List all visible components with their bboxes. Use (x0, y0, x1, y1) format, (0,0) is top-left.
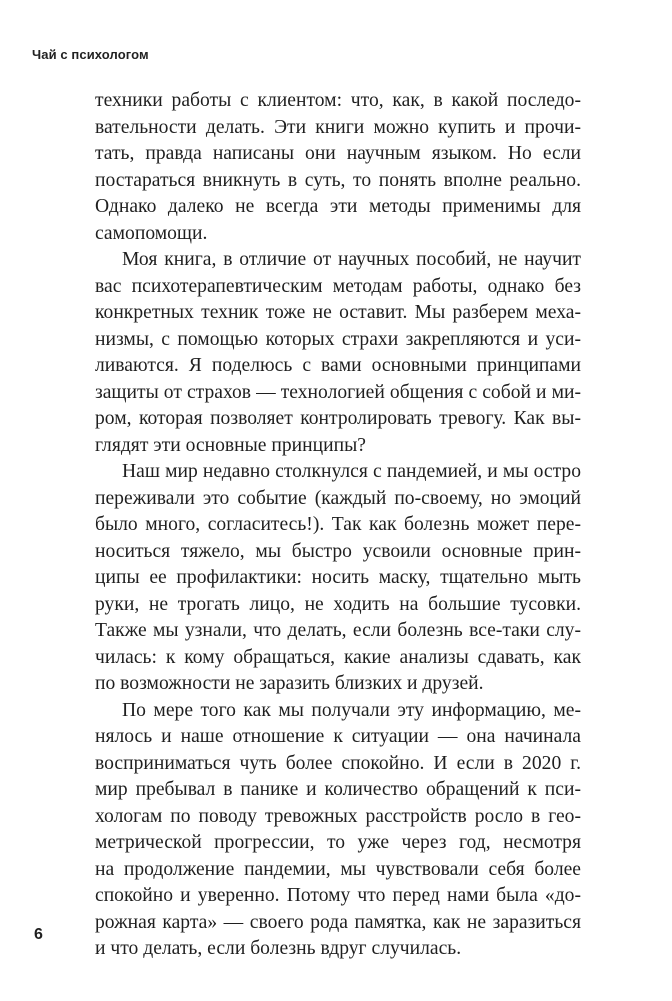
text-line: хологам по поводу тревожных расстройств росло в гео- (95, 805, 581, 827)
text-line: конкретных техник тоже не оставит. Мы разберем меха- (95, 302, 581, 323)
text-line: метрической прогрессии, то уже через год, несмотря (95, 832, 581, 853)
text-line: ципы ее профилактики: носить маску, тщательно мыть (95, 567, 581, 588)
text-line: чилась: к кому обращаться, какие анализы сдавать, как (95, 646, 581, 668)
text-line: низмы, с помощью которых страхи закрепляются и уси- (95, 328, 581, 350)
text-line: вас психотерапевтическим методам работы, однако без (95, 275, 581, 297)
text-line: техники работы с клиентом: что, как, в какой последо- (95, 90, 581, 111)
text-line: постараться вникнуть в суть, то понять вполне реально. (95, 169, 581, 191)
running-header: Чай с психологом (32, 47, 149, 62)
text-line: глядят эти основные принципы? (95, 434, 366, 456)
text-line: ром, которая позволяет контролировать тревогу. Как вы- (95, 408, 581, 429)
text-line: и что делать, если болезнь вдруг случилась. (95, 938, 462, 959)
text-line: Однако далеко не всегда эти методы применимы для (95, 196, 581, 217)
text-line: руки, не трогать лицо, не ходить на большие тусовки. (95, 593, 581, 615)
text-line: тать, правда написаны они научным языком. Но если (95, 143, 581, 164)
text-line: мир пребывал в панике и количество обращений к пси- (95, 779, 581, 800)
text-line: восприниматься чуть более спокойно. И если в 2020 г. (95, 752, 581, 774)
paragraph-first-line: Моя книга, в отличие от научных пособий, не научит (122, 249, 581, 270)
text-line: на продолжение пандемии, мы чувствовали себя более (95, 858, 581, 880)
paragraph-first-line: По мере того как мы получали эту информацию, ме- (122, 699, 581, 721)
text-line: рожная карта» — своего рода памятка, как не заразиться (95, 911, 581, 933)
text-line: было много, согласитесь!). Так как болезнь может пере- (95, 514, 581, 535)
text-line: нялось и наше отношение к ситуации — она начинала (95, 726, 581, 747)
text-line: самопомощи. (95, 222, 208, 244)
text-line: носиться тяжело, мы быстро усвоили основные прин- (95, 540, 581, 562)
body-text (95, 88, 581, 963)
text-line: ливаются. Я поделюсь с вами основными принципами (95, 355, 581, 376)
text-line: защиты от страхов — технологией общения с собой и ми- (95, 381, 581, 403)
text-line: спокойно и уверенно. Потому что перед нами была «до- (95, 885, 581, 906)
text-line: переживали это событие (каждый по-своему, но эмоций (95, 487, 581, 509)
paragraph-first-line: Наш мир недавно столкнулся с пандемией, и мы остро (122, 461, 581, 482)
text-line: по возможности не заразить близких и друзей. (95, 673, 484, 694)
page-number: 6 (34, 926, 43, 943)
text-line: Также мы узнали, что делать, если болезнь все-таки слу- (95, 620, 581, 641)
text-line: вательности делать. Эти книги можно купить и прочи- (95, 116, 581, 138)
